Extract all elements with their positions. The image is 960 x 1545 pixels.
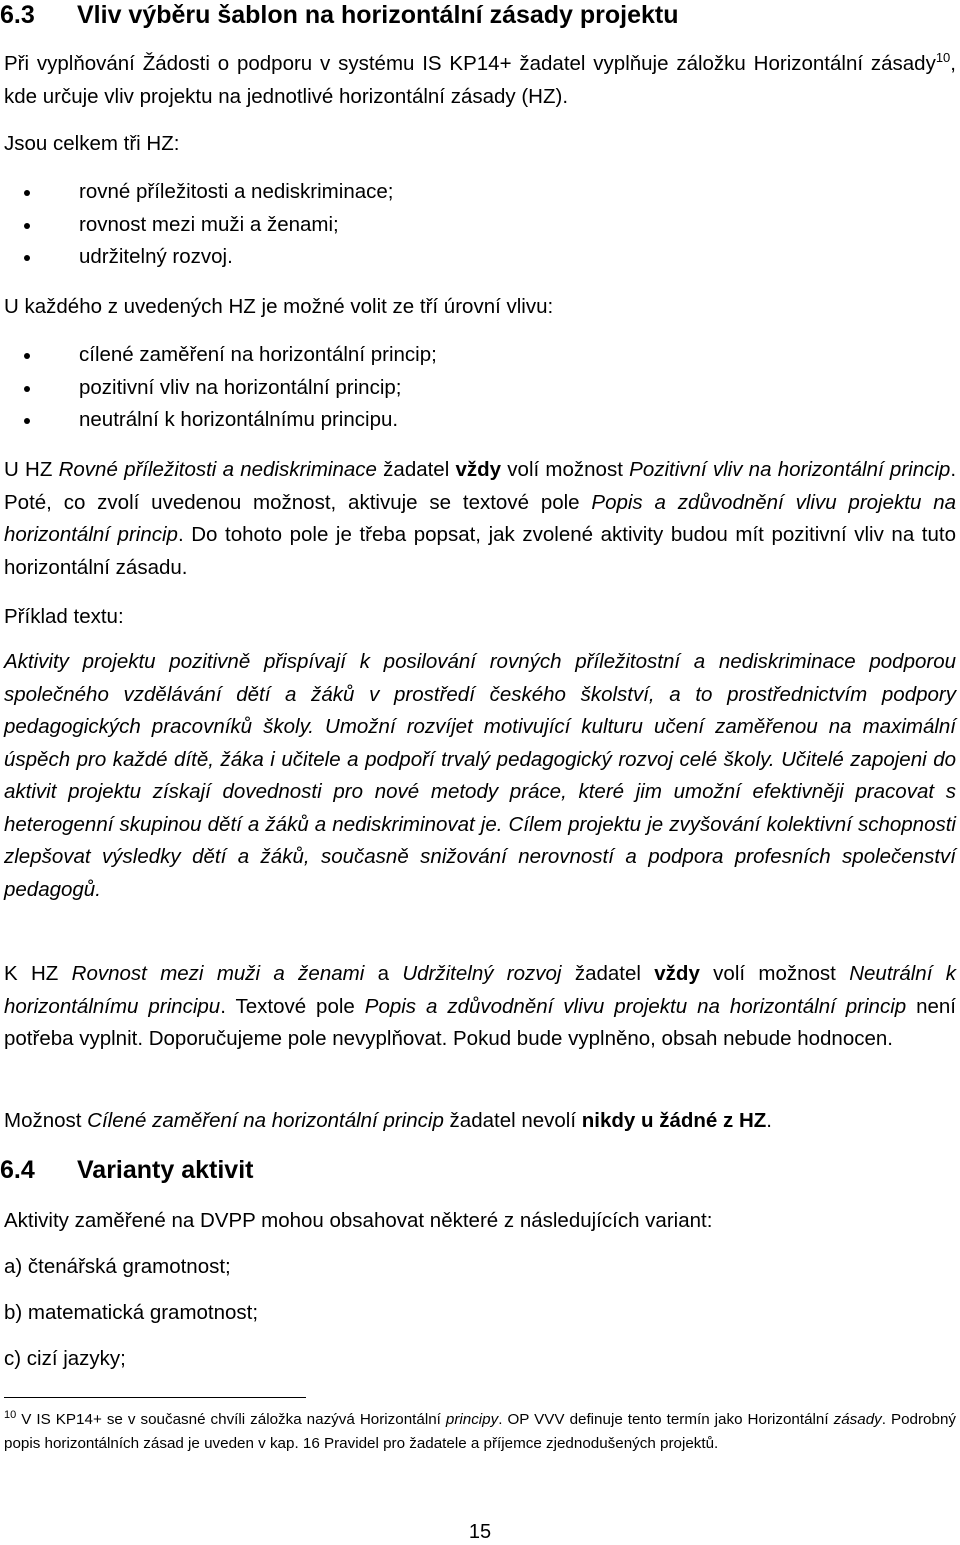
paragraph-neutral: K HZ Rovnost mezi muži a ženami a Udržitelný rozvoj žadatel vždy volí možnost Neutrální k horizontálnímu principu. Textové pole Popis a zdůvodnění vlivu projektu na horizontální princip není potřeba vyplnit. Doporučujeme pole nevyplňovat. Pokud bude vyplněno, obsah nebude hodnocen. xyxy=(4,962,956,1050)
levels-intro: U každého z uvedených HZ je možné volit ze tří úrovní vlivu: xyxy=(4,295,554,318)
section-title: Vliv výběru šablon na horizontální zásady projektu xyxy=(77,1,679,29)
section-number: 6.4 xyxy=(0,1156,35,1184)
list-item: udržitelný rozvoj. xyxy=(0,241,393,274)
footnote: $^{10}$ V IS KP14+ se v současné chvíli záložka nazývá Horizontální principy. OP VVV definuje tento termín jako Horizontální zásady. Podrobný popis horizontálních zásad je uveden v kap. 16 Pravidel pro žadatele a příjemce zjednodušených projektů. xyxy=(4,1408,956,1452)
example-label: Příklad textu: xyxy=(4,605,124,628)
paragraph-targeted: Možnost Cílené zaměření na horizontální princip žadatel nevolí nikdy u žádné z HZ. xyxy=(4,1109,772,1132)
page-number: 15 xyxy=(468,1521,492,1543)
example-text: Aktivity projektu pozitivně přispívají k posilování rovných příležitostní a nediskriminace podporou společného vzdělávání dětí a žáků v prostředí českého školství, a to prostřednictvím podpory pedagogických pracovníků školy. Umožní rozvíjet motivující kulturu učení zaměřenou na maximální úspěch pro každé dítě, žáka i učitele a podpoří trvalý pedagogický rozvoj celé školy. Učitelé zapojeni do aktivit projektu získají dovednosti pro nové metody práce, které jim umožní efektivněji pracovat s heterogenní skupinou dětí a žáků a nediskriminovat je. Cílem projektu je zvyšování kolektivní schopnosti zlepšovat výsledky dětí a žáků, současně snižování nerovností a podpora profesních společenství pedagogů. xyxy=(4,650,956,901)
list-item: neutrální k horizontálnímu principu. xyxy=(0,404,437,437)
list-item: pozitivní vliv na horizontální princip; xyxy=(0,372,437,405)
list-item: rovnost mezi muži a ženami; xyxy=(0,209,393,242)
list-item: rovné příležitosti a nediskriminace; xyxy=(0,176,393,209)
section-heading-6-4 xyxy=(0,1152,253,1188)
variants-intro: Aktivity zaměřené na DVPP mohou obsahovat některé z následujících variant: xyxy=(4,1209,713,1232)
footnote-number: 10 xyxy=(4,1408,17,1421)
variant-item: c) cizí jazyky; xyxy=(4,1347,126,1370)
list-item: cílené zaměření na horizontální princip; xyxy=(0,339,437,372)
section-heading-6-3 xyxy=(0,0,679,30)
footnote-reference: 10 xyxy=(935,50,951,66)
levels-list xyxy=(0,339,437,437)
intro-paragraph: Při vyplňování Žádosti o podporu v systému IS KP14+ žadatel vyplňuje záložku Horizontální zásady$^{10}$, kde určuje vliv projektu na jednotlivé horizontální zásady (HZ). xyxy=(4,50,956,108)
variant-item: b) matematická gramotnost; xyxy=(4,1301,259,1324)
principles-list xyxy=(0,176,393,274)
principles-intro: Jsou celkem tři HZ: xyxy=(4,132,180,155)
paragraph-equal-opportunities: U HZ Rovné příležitosti a nediskriminace žadatel vždy volí možnost Pozitivní vliv na horizontální princip. Poté, co zvolí uvedenou možnost, aktivuje se textové pole Popis a zdůvodnění vlivu projektu na horizontální princip. Do tohoto pole je třeba popsat, jak zvolené aktivity budou mít pozitivní vliv na tuto horizontální zásadu. xyxy=(4,458,957,579)
section-title: Varianty aktivit xyxy=(77,1156,254,1184)
footnote-separator xyxy=(4,1397,306,1398)
section-number: 6.3 xyxy=(0,1,35,29)
variant-item: a) čtenářská gramotnost; xyxy=(4,1255,231,1278)
